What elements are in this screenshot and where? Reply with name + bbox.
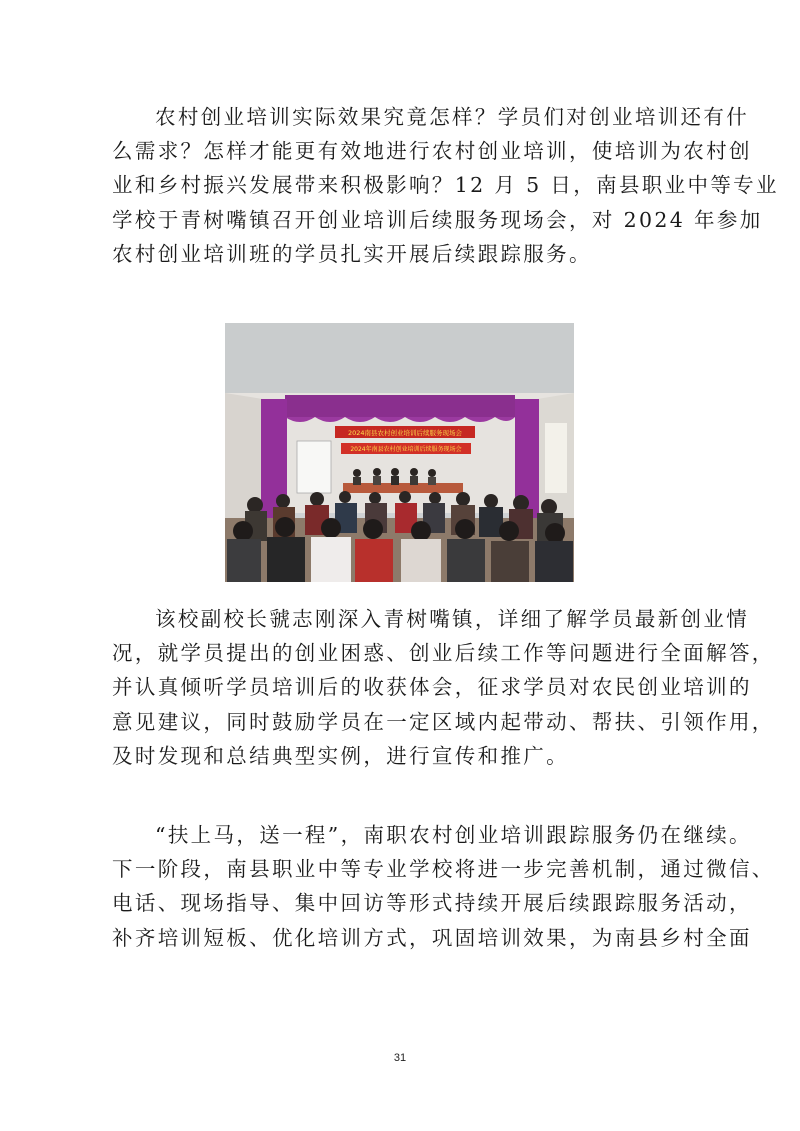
text-line: 么需求？怎样才能更有效地进行农村创业培训，使培训为农村创	[112, 139, 752, 164]
text-line: 学校于青树嘴镇召开创业培训后续服务现场会，对 2024 年参加	[112, 207, 763, 232]
meeting-photo-illustration	[225, 323, 574, 582]
paragraph-intro	[112, 100, 779, 271]
text-line: 电话、现场指导、集中回访等形式持续开展后续跟踪服务活动，	[112, 891, 752, 916]
text-line: 及时发现和总结典型实例，进行宣传和推广。	[112, 743, 569, 768]
text-line: 况，就学员提出的创业困惑、创业后续工作等问题进行全面解答，	[112, 641, 775, 666]
text-line: 农村创业培训实际效果究竟怎样？学员们对创业培训还有什	[155, 105, 750, 129]
banner-bottom-text: 2024年南县农村创业培训后续服务现场会	[350, 446, 462, 453]
text-line: 业和乡村振兴发展带来积极影响？12 月 5 日，南县职业中等专业	[112, 173, 779, 198]
text-line: 下一阶段，南县职业中等专业学校将进一步完善机制，通过微信、	[112, 857, 775, 882]
paragraph-visit	[112, 602, 775, 773]
text-line: “扶上马，送一程”，南职农村创业培训跟踪服务仍在继续。	[155, 823, 752, 847]
text-line: 并认真倾听学员培训后的收获体会，征求学员对农民创业培训的	[112, 675, 752, 700]
banner-top-text: 2024南县农村创业培训后续服务现场会	[347, 429, 463, 437]
text-line: 该校副校长虢志刚深入青树嘴镇，详细了解学员最新创业情	[155, 607, 750, 631]
page-number: 31	[393, 1052, 407, 1064]
paragraph-followup	[112, 818, 775, 955]
text-line: 补齐培训短板、优化培训方式，巩固培训效果，为南县乡村全面	[112, 925, 752, 950]
meeting-photo	[225, 323, 574, 582]
text-line: 农村创业培训班的学员扎实开展后续跟踪服务。	[112, 241, 592, 266]
text-line: 意见建议，同时鼓励学员在一定区域内起带动、帮扶、引领作用，	[112, 709, 775, 734]
